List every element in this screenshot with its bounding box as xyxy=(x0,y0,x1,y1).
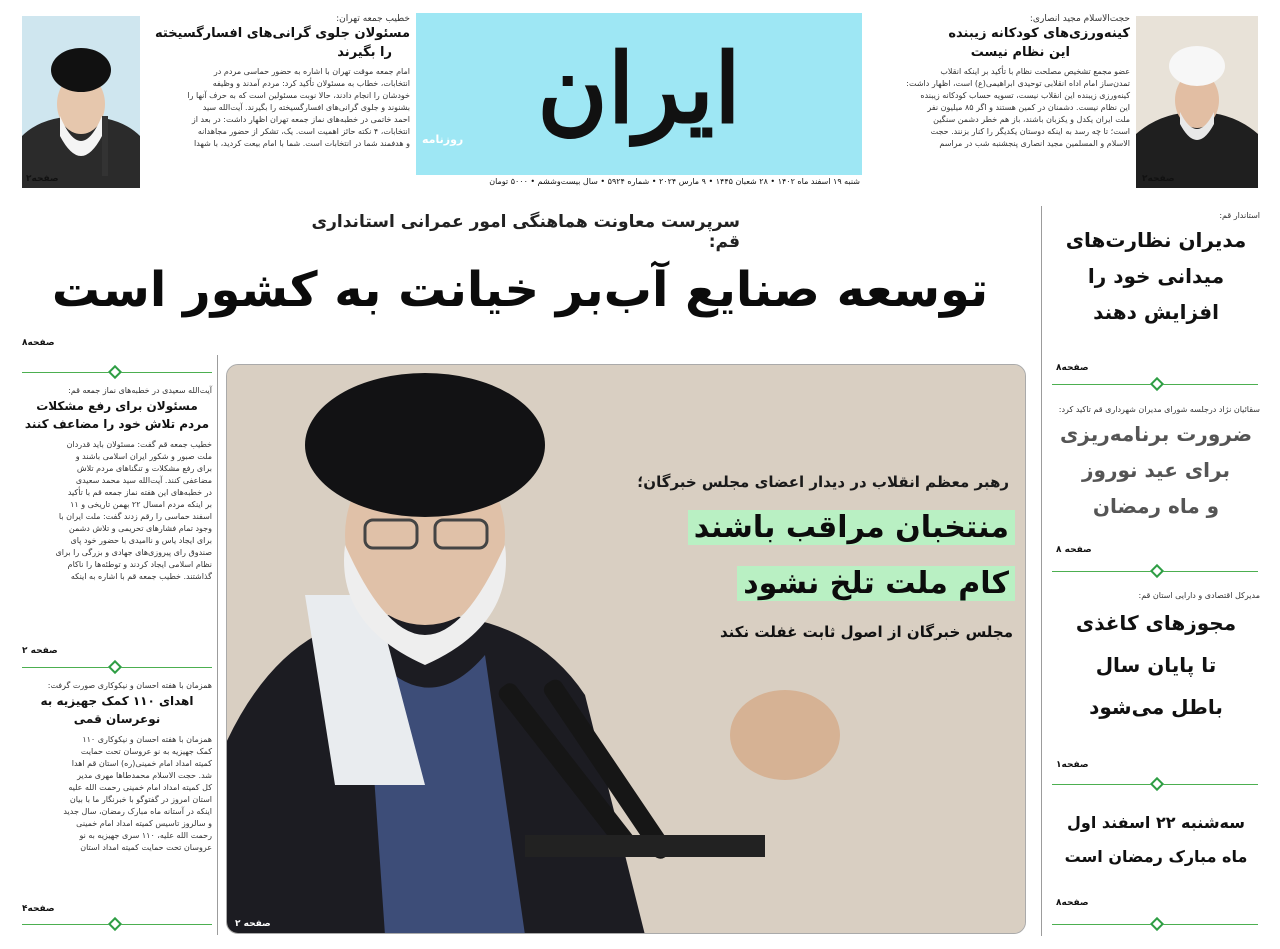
body-line: کمیته امداد امام خمینی(ره) استان قم اهدا xyxy=(71,759,212,768)
right-story-2-page-ref[interactable]: صفحه ۸ xyxy=(1056,545,1092,555)
left-story-1 xyxy=(22,385,212,583)
body-line: صندوق رای پیروزی‌های جهادی و بزرگی را برای xyxy=(55,548,212,557)
right-story-1-line[interactable]: افزایش دهند xyxy=(1093,300,1219,324)
top-left-headline-1[interactable]: مسئولان جلوی گرانی‌های افسارگسیخته xyxy=(155,26,410,41)
body-line: امام جمعه موقت تهران با اشاره به حضور حماسی مردم در xyxy=(213,67,410,76)
separator-diamond-icon xyxy=(1150,777,1164,791)
top-left-photo-page[interactable]: صفحه۲ xyxy=(26,174,59,184)
right-story-3-line[interactable]: تا پایان سال xyxy=(1095,653,1217,677)
body-line: بر اینکه مردم امسال ۲۲ بهمن تاریخی و ۱۱ xyxy=(70,500,212,509)
main-kicker: سرپرست معاونت هماهنگی امور عمرانی استانداری قم: xyxy=(311,212,740,252)
body-line: این نظام نیست. دشمنان در کمین هستند و اگر ۸۵ میلیون نفر xyxy=(927,103,1130,112)
body-line: گذاشتند. خطیب جمعه قم با اشاره به اینکه xyxy=(70,572,212,581)
right-story-2-line[interactable]: برای عید نوروز xyxy=(1082,458,1230,482)
top-left-story xyxy=(148,14,410,189)
separator-diamond-icon xyxy=(1150,377,1164,391)
body-line: انتخابات، ۴ نکته حائز اهمیت است. یک، تشکر از حضور مجاهدانه xyxy=(197,127,410,136)
top-right-kicker: حجت‌الاسلام مجید انصاری: xyxy=(1029,14,1130,24)
body-line: اینکه در آستانه ماه مبارک رمضان، سال جدید xyxy=(63,807,212,816)
top-left-photo xyxy=(22,16,140,188)
left-story-1-headline-1[interactable]: مسئولان برای رفع مشکلات xyxy=(36,399,198,413)
body-line: خطیب جمعه قم گفت: مسئولان باید قدردان xyxy=(66,440,212,449)
main-page-ref[interactable]: صفحه۸ xyxy=(22,338,55,348)
body-line: همزمان با هفته احسان و نیکوکاری ۱۱۰ xyxy=(82,735,212,744)
body-line: کل کمیته امداد امام خمینی رحمت الله علیه xyxy=(68,783,212,792)
body-line: عروسان تحت حمایت کمیته امداد استان xyxy=(80,843,212,852)
body-line: اسفند حماسی را رقم زدند گفت: ملت ایران با xyxy=(58,512,212,521)
top-right-body xyxy=(868,66,1130,150)
right-story-2-line[interactable]: ضرورت برنامه‌ریزی xyxy=(1059,422,1253,446)
masthead xyxy=(416,13,862,175)
separator-diamond-icon xyxy=(108,917,122,931)
body-line: مضاعفی کنند. آیت‌الله سید محمد سعیدی xyxy=(75,476,212,485)
right-column-rule xyxy=(1041,206,1042,936)
body-line: الاسلام و المسلمین مجید انصاری پنجشنبه شب در مراسم xyxy=(939,139,1130,148)
right-story-4-line[interactable]: ماه مبارک رمضان است xyxy=(1064,847,1248,866)
body-line: انتخابات، خطاب به مسئولان تأکید کرد: مردم آمدند و وظیفه xyxy=(212,79,410,88)
left-story-1-page-ref[interactable]: صفحه ۲ xyxy=(22,646,58,656)
masthead-logo[interactable]: ایران xyxy=(537,32,741,145)
left-story-2-headline-1[interactable]: اهدای ۱۱۰ کمک جهیزیه به xyxy=(40,694,194,708)
body-line: نظام اسلامی ایجاد کردند و توطئه‌ها را ناکام xyxy=(67,560,212,569)
body-line: تمدن‌ساز امام اداه انقلابی توحیدی ابراهیمی(ع) است، اظهار داشت: xyxy=(906,79,1130,88)
right-story-1-page-ref[interactable]: صفحه۸ xyxy=(1056,363,1089,373)
left-story-1-headline-2[interactable]: مردم تلاش خود را مضاعف کنند xyxy=(24,417,210,431)
body-line: رحمت الله علیه، ۱۱۰ سری جهیزیه به نو xyxy=(79,831,212,840)
right-story-2 xyxy=(1052,404,1260,524)
right-story-3-line[interactable]: مجوزهای کاغذی xyxy=(1075,611,1237,635)
main-headline[interactable]: توسعه صنایع آب‌بر خیانت به کشور است xyxy=(51,262,989,318)
top-right-headline-2[interactable]: این نظام نیست xyxy=(970,45,1070,60)
right-story-3-kicker: مدیرکل اقتصادی و دارایی استان قم: xyxy=(1138,591,1260,600)
body-line: برای ایجاد یاس و ناامیدی با حضور خود پای xyxy=(70,536,212,545)
photo-headline-1-text: منتخبان مراقب باشند xyxy=(688,510,1015,545)
separator-diamond-icon xyxy=(1150,564,1164,578)
main-photo xyxy=(226,364,1026,934)
body-line: ملت صبور و شکور ایران اسلامی باشند و xyxy=(75,452,212,461)
photo-kicker-text: رهبر معظم انقلاب در دیدار اعضای مجلس خبرگان؛ xyxy=(637,473,1009,491)
top-left-kicker: خطیب جمعه تهران: xyxy=(336,14,410,24)
body-line: احمد خاتمی در خطبه‌های نماز جمعه تهران اظهار داشت: در بعد از xyxy=(191,115,410,124)
top-right-photo xyxy=(1136,16,1258,188)
right-story-2-line[interactable]: و ماه رمضان xyxy=(1092,494,1220,518)
photo-headline-1[interactable] xyxy=(688,505,1015,551)
body-line: کینه‌ورزی زیبنده این انقلاب نیست، تسویه حساب کودکانه زیبنده xyxy=(920,91,1130,100)
masthead-subtitle: روزنامه xyxy=(422,133,464,146)
body-line: و هدفمند شما در انتخابات است. شما با امام بیعت کردید، با شهدا xyxy=(194,139,410,148)
photo-kicker xyxy=(589,473,1009,491)
right-story-4-page-ref[interactable]: صفحه۸ xyxy=(1056,898,1089,908)
right-story-1-kicker: استاندار قم: xyxy=(1219,211,1260,220)
top-left-body xyxy=(148,66,410,150)
photo-headline-2-text: کام ملت تلخ نشود xyxy=(737,566,1015,601)
body-line: کمک جهیزیه به نو عروسان تحت حمایت xyxy=(80,747,212,756)
top-right-story xyxy=(868,14,1130,189)
body-line: استان امروز در گفتوگو با خبرنگار ما با بیان xyxy=(69,795,212,804)
separator-diamond-icon xyxy=(1150,917,1164,931)
right-story-4-line[interactable]: سه‌شنبه ۲۲ اسفند اول xyxy=(1066,813,1245,832)
body-line: ملت ایران یکدل و یکزبان باشند، باز هم خطر دشمن سنگین xyxy=(933,115,1130,124)
body-line: عضو مجمع تشخیص مصلحت نظام با تأکید بر اینکه انقلاب xyxy=(940,67,1130,76)
top-right-photo-page[interactable]: صفحه۲ xyxy=(1142,174,1175,184)
main-photo-page[interactable]: صفحه ۲ xyxy=(235,919,271,929)
top-right-headline-1[interactable]: کینه‌ورزی‌های کودکانه زیبنده xyxy=(948,26,1130,41)
body-line: خودشان را انجام دادند، حالا نوبت مسئولین است که به حرف آنها را xyxy=(187,91,410,100)
masthead-issue-line: شنبه ۱۹ اسفند ماه ۱۴۰۲ • ۲۸ شعبان ۱۴۴۵ • ۹ مارس ۲۰۲۴ • شماره ۵۹۲۴ • سال بیست‌وششم • ۵۰۰۰ تومان xyxy=(489,177,860,186)
right-story-1-line[interactable]: میدانی خود را xyxy=(1087,264,1225,288)
left-story-2-body xyxy=(22,734,212,854)
photo-subheadline: مجلس خبرگان از اصول ثابت غفلت نکند xyxy=(720,623,1013,641)
right-story-1-line[interactable]: مدیران نظارت‌های xyxy=(1065,228,1247,252)
separator-diamond-icon xyxy=(108,365,122,379)
right-story-3-page-ref[interactable]: صفحه۱ xyxy=(1056,760,1089,770)
body-line: وجود تمام فشارهای تحریمی و تلاش دشمن xyxy=(68,524,212,533)
photo-headline-2[interactable] xyxy=(737,561,1015,607)
left-story-2-kicker: همزمان با هفته احسان و نیکوکاری صورت گرفت: xyxy=(47,681,212,690)
right-story-1 xyxy=(1052,210,1260,330)
right-story-3-line[interactable]: باطل می‌شود xyxy=(1089,695,1223,719)
body-line: در خطبه‌های این هفته نماز جمعه قم با تأکید xyxy=(67,488,212,497)
body-line: است؛ تا چه رسد به اینکه دوستان یکدیگر را کنار بزنند. حجت xyxy=(930,127,1130,136)
right-story-4 xyxy=(1052,806,1260,874)
left-story-2 xyxy=(22,680,212,854)
body-line: و سالروز تاسیس کمیته امداد امام خمینی xyxy=(76,819,212,828)
right-story-3 xyxy=(1052,590,1260,728)
left-column-rule xyxy=(217,355,218,935)
body-line: بشنوند و جلوی گرانی‌های افسارگسیخته را بگیرند. آیت‌الله سید xyxy=(202,103,410,112)
top-left-headline-2[interactable]: را بگیرند xyxy=(337,45,392,60)
body-line: شد. حجت الاسلام محمدطاها مهری مدیر xyxy=(77,771,212,780)
left-story-2-headline-2[interactable]: نوعرسان قمی xyxy=(73,712,161,726)
body-line: برای رفع مشکلات و تنگناهای مردم تلاش xyxy=(76,464,212,473)
left-story-1-body xyxy=(22,439,212,583)
left-story-2-page-ref[interactable]: صفحه۴ xyxy=(22,904,55,914)
left-story-1-kicker: آیت‌الله سعیدی در خطبه‌های نماز جمعه قم: xyxy=(68,386,212,395)
right-story-2-kicker: سقائیان نژاد درجلسه شورای مدیران شهرداری قم تاکید کرد: xyxy=(1058,405,1260,414)
separator-diamond-icon xyxy=(108,660,122,674)
